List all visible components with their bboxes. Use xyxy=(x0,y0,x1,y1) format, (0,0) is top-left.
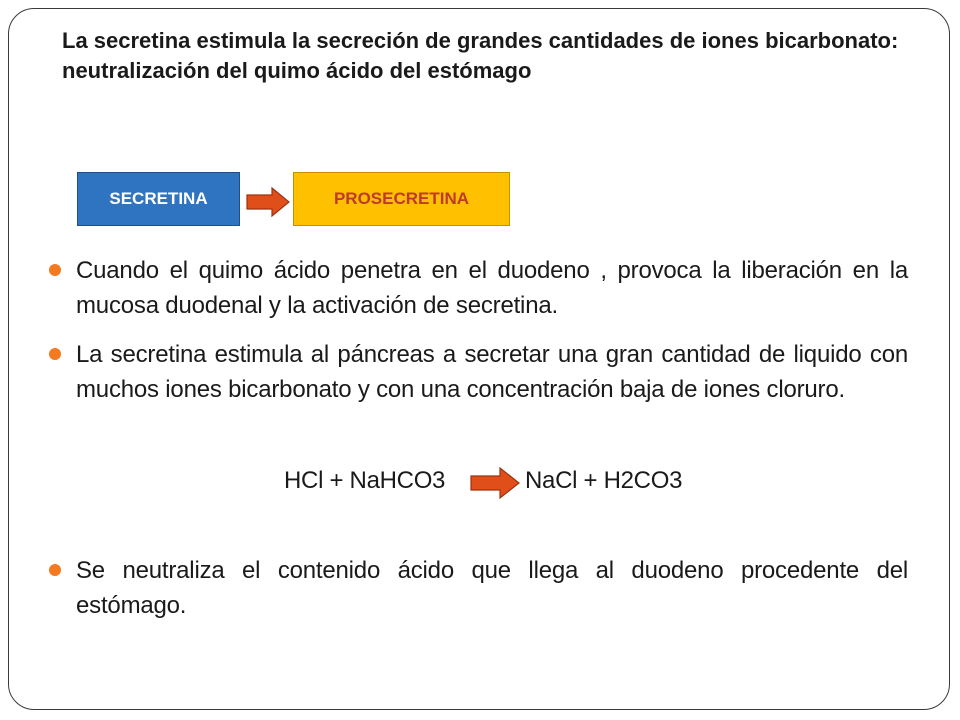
bullet-text: La secretina estimula al páncreas a secretar una gran cantidad de liquido con muchos iones bicarbonato y con una concentración baja de iones cloruro. xyxy=(76,341,908,403)
bullet-text: Cuando el quimo ácido penetra en el duodeno , provoca la liberación en la mucosa duodenal y la activación de secretina. xyxy=(76,257,908,319)
bullet-text: Se neutraliza el contenido ácido que llega al duodeno procedente del estómago. xyxy=(76,557,908,619)
chemical-equation xyxy=(0,464,960,498)
prosecretina-box: PROSECRETINA xyxy=(293,172,510,226)
equation-products: NaCl + H2CO3 xyxy=(525,467,683,494)
bullet-dot-icon xyxy=(49,348,61,360)
bullet-list xyxy=(76,553,908,623)
bullet-item xyxy=(76,253,908,323)
bullet-list xyxy=(76,253,908,407)
bullet-dot-icon xyxy=(49,264,61,276)
secretina-box: SECRETINA xyxy=(77,172,240,226)
equation-reactants: HCl + NaHCO3 xyxy=(284,467,446,494)
bullet-item xyxy=(76,553,908,623)
reaction-arrow-icon xyxy=(470,467,520,499)
bullet-dot-icon xyxy=(49,564,61,576)
bullet-item xyxy=(76,337,908,407)
slide-title: La secretina estimula la secreción de grandes cantidades de iones bicarbonato: neutralización del quimo ácido del estómago xyxy=(62,28,899,83)
right-arrow-icon xyxy=(246,187,290,217)
